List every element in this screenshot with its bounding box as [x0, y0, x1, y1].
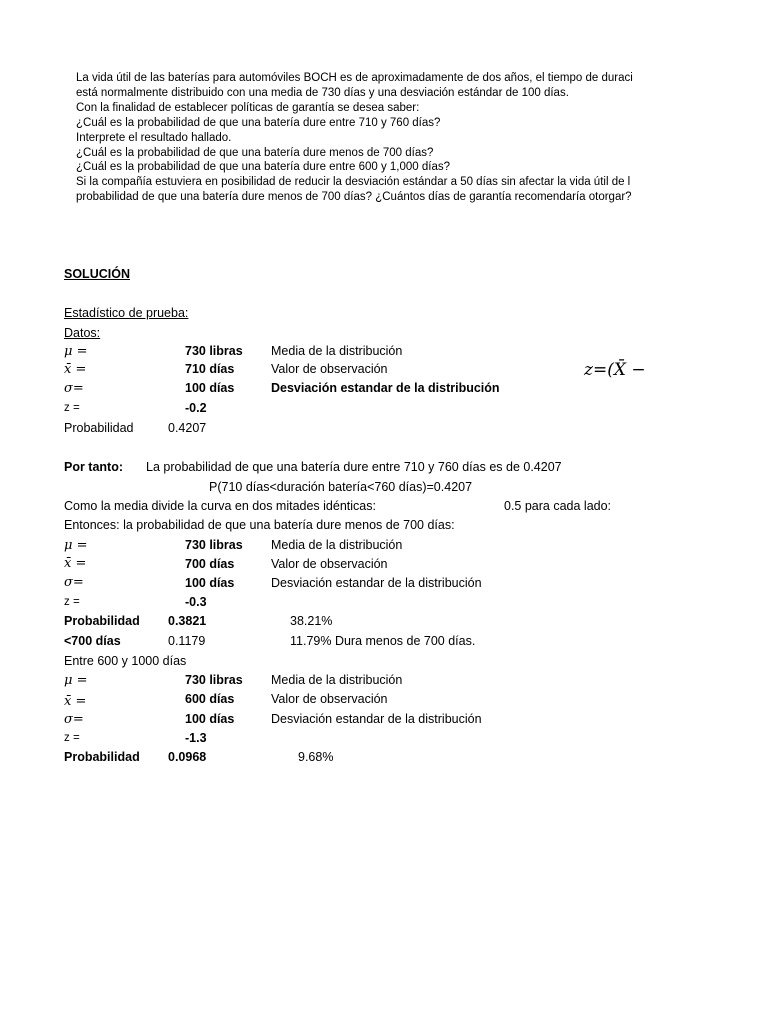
z-label: z = — [64, 732, 80, 744]
less-than-700-text: 11.79% Dura menos de 700 días. — [290, 634, 476, 648]
less-than-700-value: 0.1179 — [168, 634, 206, 648]
solucion-heading: SOLUCIÓN — [64, 267, 130, 281]
less-than-700-label: <700 días — [64, 634, 121, 648]
mu-symbol: μ = — [64, 344, 88, 359]
z-label: z = — [64, 596, 80, 608]
probability-value: 0.3821 — [168, 614, 207, 628]
intro-line-2: está normalmente distribuido con una media de 730 días y una desviación estándar de 100 días. — [76, 87, 569, 99]
probability-percent: 38.21% — [290, 614, 333, 628]
intro-line-1: La vida útil de las baterías para automóviles BOCH es de aproximadamente de dos años, el tiempo de duraci — [76, 72, 633, 84]
sigma-description: Desviación estandar de la distribución — [271, 576, 482, 590]
x-value: 600 días — [185, 692, 235, 706]
z-value: -1.3 — [185, 731, 207, 745]
intro-line-7: ¿Cuál es la probabilidad de que una batería dure entre 600 y 1,000 días? — [76, 161, 451, 173]
intro-line-4: ¿Cuál es la probabilidad de que una batería dure entre 710 y 760 días? — [76, 117, 441, 129]
probability-label: Probabilidad — [64, 750, 140, 764]
entre-label: Entre 600 y 1000 días — [64, 654, 187, 668]
mu-value: 730 libras — [185, 344, 243, 358]
sigma-description: Desviación estandar de la distribución — [271, 381, 500, 395]
probability-label: Probabilidad — [64, 614, 140, 628]
probability-expression: P(710 días<duración batería<760 días)=0.4207 — [209, 480, 473, 494]
media-divide-text: Como la media divide la curva en dos mitades idénticas: — [64, 499, 376, 513]
intro-line-9: probabilidad de que una batería dure menos de 700 días? ¿Cuántos días de garantía recomendaría otorgar? — [76, 191, 632, 203]
mu-description: Media de la distribución — [271, 673, 403, 687]
mu-description: Media de la distribución — [271, 538, 403, 552]
sigma-symbol: σ= — [64, 575, 84, 590]
x-description: Valor de observación — [271, 362, 388, 376]
sigma-value: 100 días — [185, 381, 235, 395]
por-tanto-text: La probabilidad de que una batería dure entre 710 y 760 días es de 0.4207 — [146, 460, 562, 474]
probability-percent: 9.68% — [298, 750, 334, 764]
estadistico-heading: Estadístico de prueba: — [64, 306, 189, 320]
probability-value: 0.4207 — [168, 421, 207, 435]
mu-value: 730 libras — [185, 538, 243, 552]
z-formula: z=(X̄ − — [584, 360, 646, 380]
z-value: -0.3 — [185, 595, 207, 609]
z-value: -0.2 — [185, 401, 207, 415]
mu-value: 730 libras — [185, 673, 243, 687]
sigma-value: 100 días — [185, 712, 235, 726]
sigma-symbol: σ= — [64, 712, 84, 727]
sigma-value: 100 días — [185, 576, 235, 590]
x-symbol: x̄ = — [64, 362, 87, 377]
probability-value: 0.0968 — [168, 750, 207, 764]
intro-line-3: Con la finalidad de establecer políticas de garantía se desea saber: — [76, 102, 420, 114]
datos-heading: Datos: — [64, 326, 101, 340]
x-description: Valor de observación — [271, 692, 388, 706]
x-value: 700 días — [185, 557, 235, 571]
intro-line-5: Interprete el resultado hallado. — [76, 132, 232, 144]
sigma-symbol: σ= — [64, 381, 84, 396]
mu-symbol: μ = — [64, 538, 88, 553]
por-tanto-label: Por tanto: — [64, 460, 124, 474]
x-symbol: x̄ = — [64, 694, 87, 709]
entonces-text: Entonces: la probabilidad de que una batería dure menos de 700 días: — [64, 518, 455, 532]
x-description: Valor de observación — [271, 557, 388, 571]
mu-description: Media de la distribución — [271, 344, 403, 358]
x-symbol: x̄ = — [64, 556, 87, 571]
x-value: 710 días — [185, 362, 235, 376]
mu-symbol: μ = — [64, 673, 88, 688]
z-label: z = — [64, 402, 80, 414]
sigma-description: Desviación estandar de la distribución — [271, 712, 482, 726]
intro-line-6: ¿Cuál es la probabilidad de que una batería dure menos de 700 días? — [76, 147, 434, 159]
half-each-side: 0.5 para cada lado: — [504, 499, 612, 513]
probability-label: Probabilidad — [64, 421, 134, 435]
intro-line-8: Si la compañía estuviera en posibilidad de reducir la desviación estándar a 50 días sin afectar la vida útil de l — [76, 176, 631, 188]
